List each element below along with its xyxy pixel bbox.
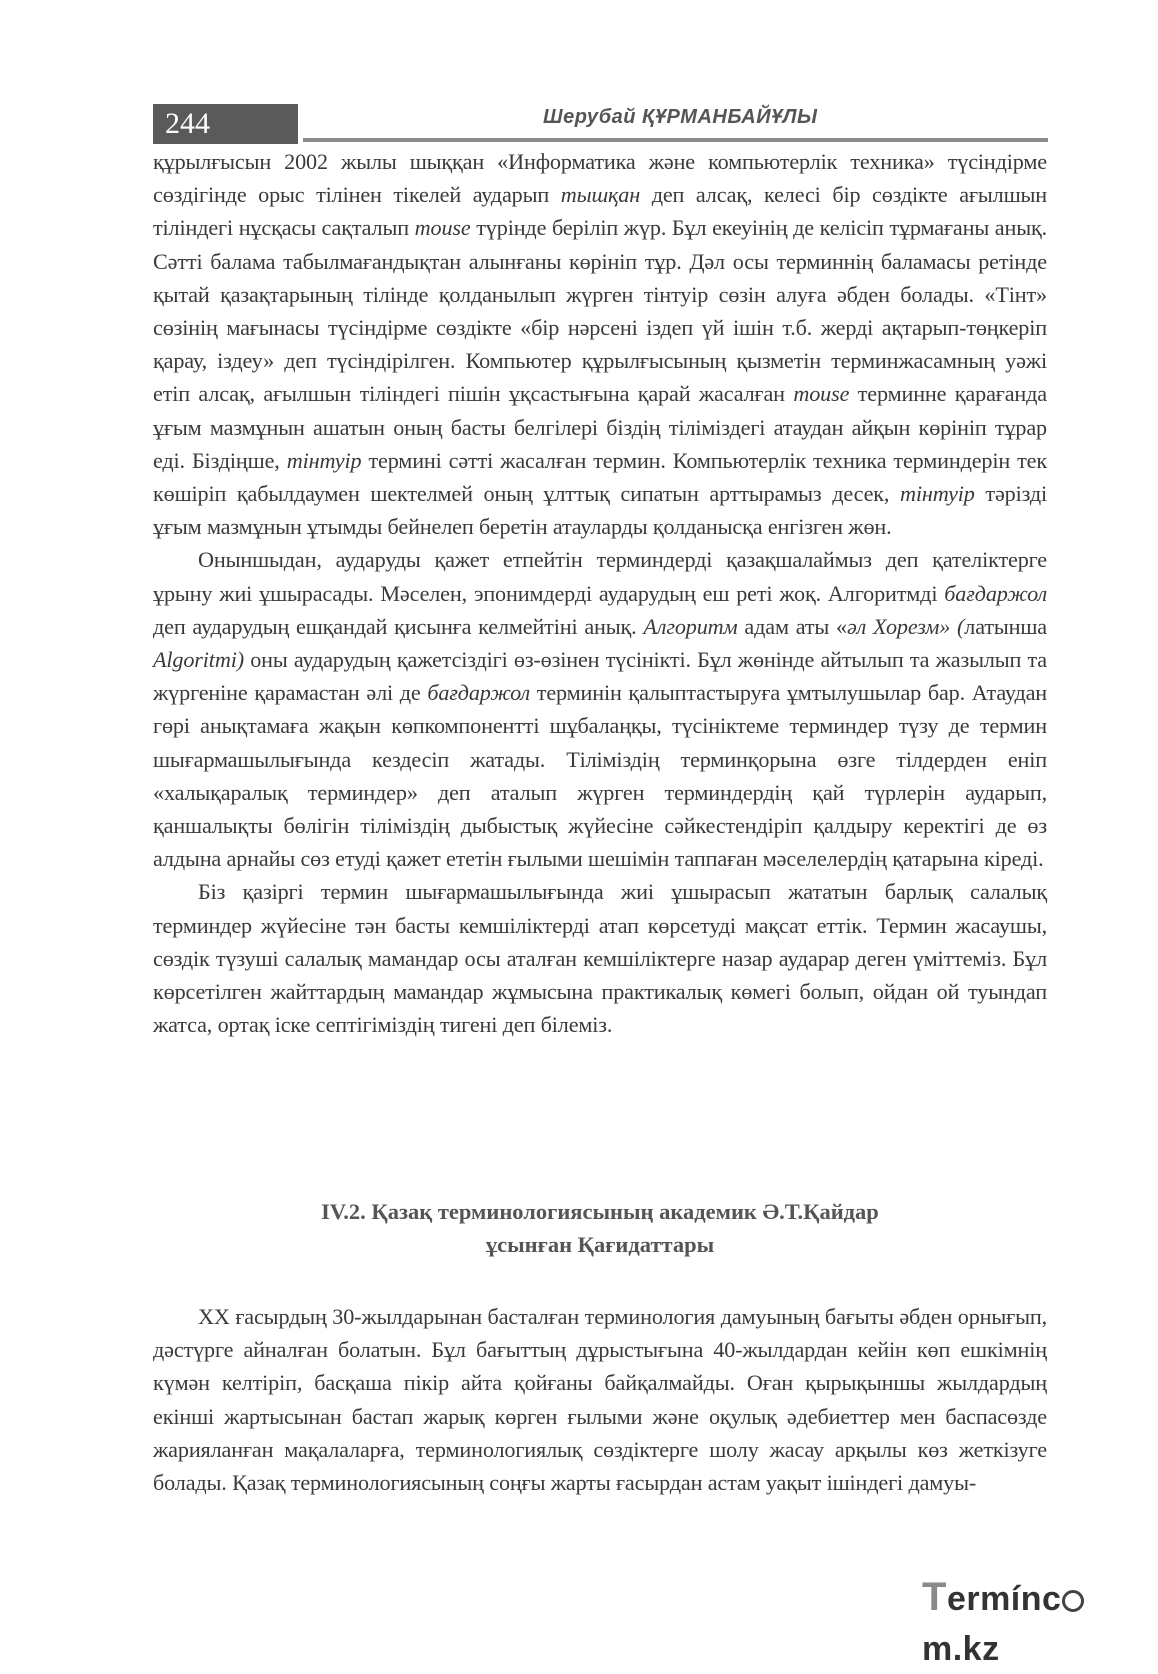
text-run: құрылғысын 2002 жылы шыққан «Информатика және компьютерлік техника» түсіндірме сөздігінде орыс тілінен тікелей аударып: [153, 149, 1047, 208]
text-run: оны аударудың қажетсіздігі өз-өзінен түсінікті. Бұл жөнінде айтылып та жазылып та жүргеніне қарамастан әлі де: [153, 647, 1047, 706]
italic-term: тінтуір: [286, 447, 362, 473]
page-number: 244: [153, 104, 298, 144]
text-run: адам аты «: [737, 613, 847, 639]
italic-term: Алгоритм: [643, 613, 738, 639]
section-heading-line-1: IV.2. Қазақ терминологиясының академик Ә.Т.Қайдар: [321, 1199, 879, 1224]
text-run: термині сәтті жасалған термин. Компьютерлік техника терминдерін тек көшіріп қабылдаумен шектелмей оның ұлттық сипатын арттырамыз десек,: [153, 447, 1047, 507]
paragraph-4: XX ғасырдың 30-жылдарынан басталған терминология дамуының бағыты әбден орнығып, дәстүрге айналған болатын. Бұл бағыттың дұрыстығына 40-жылдардан кейін көп ешкімнің күмән келтіріп, басқаша пікір айта қойғаны байқалмайды. Оған қырықыншы жылдардың екінші жартысынан бастап жарық көрген ғылыми және оқулық әдебиеттер мен баспасөзде жарияланған мақалаларға, терминологиялық сөздіктерге шолу жасау арқылы көз жеткізуге болады. Қазақ терминологиясының соңғы жарты ғасырдан астам уақыт ішіндегі дамуы-: [153, 1304, 1047, 1496]
italic-term: Algoritmi): [153, 647, 244, 673]
italic-term: бағдаржол: [944, 580, 1047, 606]
italic-term: тінтуір: [900, 481, 975, 507]
italic-term: әл Хорезм» (: [846, 613, 965, 639]
italic-term: тышқан: [560, 182, 641, 208]
text-run: терминне қарағанда ұғым мазмұнын ашатын оның басты белгілері біздің тіліміздегі атаудан айқын көрініп тұрар еді. Біздіңше,: [153, 381, 1047, 473]
text-run: деп алсақ, келесі бір сөздікте ағылшын тіліндегі нұсқасы сақталып: [153, 182, 1047, 241]
text-run: тәрізді ұғым мазмұнын ұтымды бейнелеп беретін атауларды қолданысқа енгізген жөн.: [153, 481, 1047, 540]
text-run: латынша: [964, 613, 1047, 639]
text-run: Оныншыдан, аударуды қажет етпейтін терминдерді қазақшалаймыз деп қателіктерге ұрыну жиі ұшырасады. Мәселен, эпонимдерді аударудың еш реті жоқ. Алгоритмді: [153, 547, 1047, 606]
logo-circle-icon: [1062, 1590, 1084, 1612]
page-header: [153, 104, 1048, 146]
text-run: терминін қалыптастыруға ұмтылушылар бар. Атаудан гөрі анықтамаға жақын көпкомпонентті шұбалаңқы, түсініктеме терминдер түзу де термин шығармашылығында кездесіп жатады. Тіліміздің терминқорына өзге тілдерден еніп «халықаралық терминдер» деп аталып жүрген терминдердің қай түрлерін аударып, қаншалықты бөлігін тіліміздің дыбыстық жүйесіне сәйкестендіріп қалдыру керектігі де өз алдына арнайы сөз етуді қажет ететін ғылыми шешімін таппаған мәселелердің қатарына кіреді.: [153, 680, 1048, 872]
paragraph-2: [153, 543, 1047, 875]
header-rule: [303, 138, 1048, 142]
paragraph-1: [153, 145, 1047, 543]
site-watermark-logo: Termíncm.kz: [922, 1572, 1147, 1622]
body-text-bottom: [153, 1300, 1047, 1499]
text-run: деп аударудың ешқандай қисынға келмейтіні анық.: [153, 613, 644, 639]
text-run: түрінде беріліп жүр. Бұл екеуінің де келісіп тұрмағаны анық. Сәтті балама табылмағандықтан алынғаны көрініп тұр. Дәл осы терминнің баламасы ретінде қытай қазақтарының тілінде қолданылып жүрген тінтуір сөзін алуға әбден болады. «Тінт» сөзінің мағынасы түсіндірме сөздікте «бір нәрсені іздеп үй ішін т.б. жерді ақтарып-төңкеріп қарау, іздеу» деп түсіндірілген. Компьютер құрылғысының қызметін терминжасамның уәжі етіп алсақ, ағылшын тіліндегі пішін ұқсастығына қарай жасалған: [153, 215, 1047, 407]
section-heading: [153, 1195, 1047, 1261]
body-text-top: [153, 145, 1047, 1041]
italic-term: mouse: [414, 215, 471, 241]
section-heading-line-2: ұсынған Қағидаттары: [485, 1232, 715, 1257]
running-head-author: Шерубай ҚҰРМАНБАЙҰЛЫ: [543, 106, 818, 128]
italic-term: mouse: [793, 381, 850, 407]
italic-term: бағдаржол: [427, 680, 531, 706]
paragraph-3: Біз қазіргі термин шығармашылығында жиі ұшырасып жататын барлық салалық терминдер жүйесіне тән басты кемшіліктерді атап көрсетуді мақсат еттік. Термин жасаушы, сөздік түзуші салалық мамандар осы аталған кемшіліктерге назар аударар деген үміттеміз. Бұл көрсетілген жайттардың мамандар жұмысына практикалық көмегі болып, ойдан ой туындап жатса, ортақ іске септігіміздің тигені деп білеміз.: [153, 879, 1047, 1038]
